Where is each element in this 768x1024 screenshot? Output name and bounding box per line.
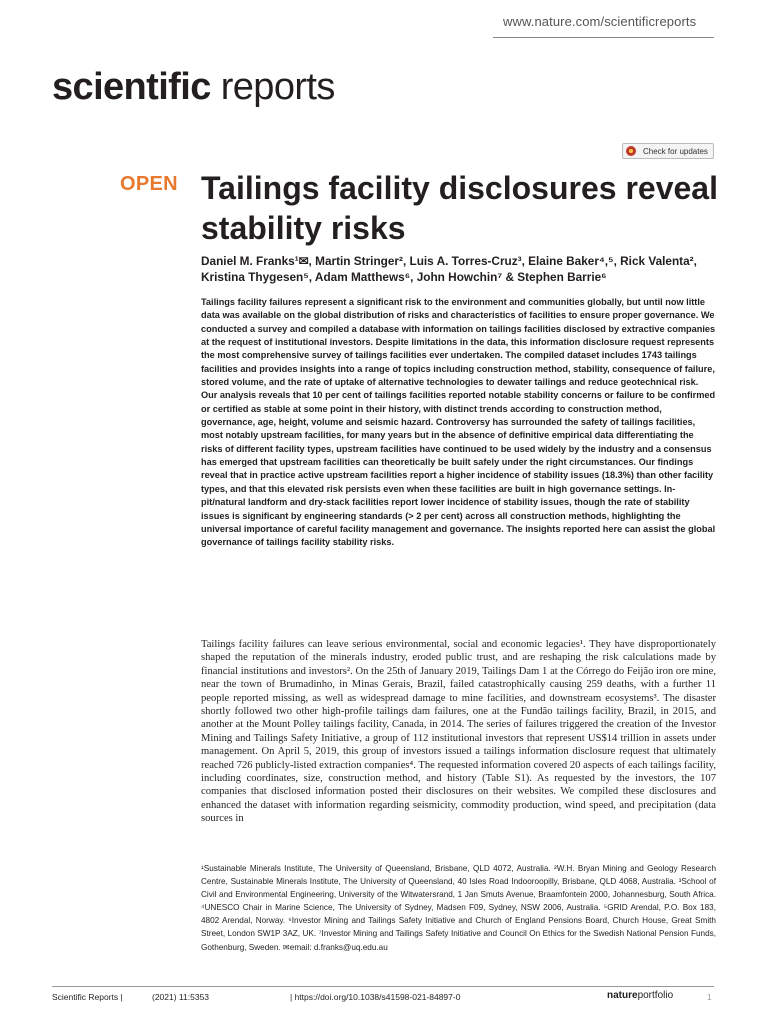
abstract: Tailings facility failures represent a significant risk to the environment and communities globally, but until now little data was available on the global distribution of risks and characteristics of facilities to ensure proper governance. We conducted a survey and compiled a database with information on tailings facilities disclosed by extractive companies at the request of institutional investors. Despite limitations in the data, this information disclosure request represents the most comprehensive survey of tailings facilities ever undertaken. The compiled dataset includes 1743 tailings facilities and provides insights into a range of topics including construction method, stability, consequence of failure, stored volume, and the rate of uptake of alternative technologies to dewater tailings and reduce geotechnical risk. Our analysis reveals that 10 per cent of tailings facilities reported notable stability concerns or failure to be confirmed or certified as stable at some point in their history, with distinct trends according to construction method, governance, age, height, volume and seismic hazard. Controversy has surrounded the safety of tailings facilities, most notably upstream facilities, for many years but in the absence of definitive empirical data differentiating the risks of different facility types, upstream facilities have continued to be used widely by the industry and a consensus has emerged that upstream facilities can theoretically be built safely under the right circumstances. Our findings reveal that in practice active upstream facilities report a higher incidence of stability issues (18.3%) than other facility types, and that this elevated risk persists even when these facilities are built in high governance settings. In-pit/natural landform and dry-stack facilities report lower incidence of stability issues, though the rate of stability issues is significant by engineering standards (> 2 per cent) across all construction methods, highlighting the universal importance of careful facility management and governance. The insights reported here can assist the global governance of tailings facility stability risks.: [201, 297, 716, 548]
logo-scientific: scientific: [52, 66, 211, 108]
footer-citation: (2021) 11:5353: [152, 992, 210, 1002]
publisher-portfolio: portfolio: [637, 990, 674, 1001]
page-number: 1: [707, 992, 712, 1002]
footer-doi-link[interactable]: | https://doi.org/10.1038/s41598-021-84897-0: [290, 992, 461, 1002]
crossmark-icon: [626, 146, 636, 156]
body-text: Tailings facility failures can leave serious environmental, social and economic legacies¹. They have disproportionately shaped the reputation of the minerals industry, eroded public trust, and are reshaping the risk calculations made by financial institutions and investors². On the 25th of January 2019, Tailings Dam 1 at the Córrego do Feijão iron ore mine, near the town of Brumadinho, in Minas Gerais, Brazil, failed catastrophically causing 259 deaths, with a further 11 people reported missing, as well as widespread damage to mine facilities, and downstream ecosystems³. The disaster shortly followed two other high-profile tailings dam failures, one at the Fundão tailings facility, Brazil, in 2015, and another at the Mount Polley tailings facility, Canada, in 2014. The series of failures triggered the creation of the Investor Mining and Tailings Safety Initiative, a group of 112 institutional investors that represent US$14 trillion in assets under management. On April 5, 2019, this group of investors issued a tailings information disclosure request that ultimately reached 726 publicly-listed extraction companies⁴. The requested information covered 20 aspects of each tailings facility, including coordinates, size, construction method, and history (Table S1). As requested by the investors, the 107 companies that disclosed information posted their disclosures on their websites. We compiled these disclosures and enhanced the dataset with information regarding seismicity, commodity production, wind speed, and precipitation (data sources in: [201, 639, 716, 825]
affiliations: ¹Sustainable Minerals Institute, The University of Queensland, Brisbane, QLD 4072, Australia. ²W.H. Bryan Mining and Geology Research Centre, Sustainable Minerals Institute, The University of Queensland, 40 Isles Road Indooroopilly, Brisbane, QLD 4068, Australia. ³School of Civil and Environmental Engineering, University of the Witwatersrand, 1 Jan Smuts Avenue, Braamfontein 2000, Johannesburg, South Africa. ⁴UNESCO Chair in Marine Science, The University of Sydney, Madsen F09, Sydney, NSW 2006, Australia. ⁵GRID Arendal, P.O. Box 183, 4802 Arendal, Norway. ⁶Investor Mining and Tailings Safety Initiative and Church of England Pensions Board, Church House, Great Smith Street, London SW1P 3AZ, UK. ⁷Investor Mining and Tailings Safety Initiative and Council On Ethics for the Swedish National Pension Funds, Gothenburg, Sweden. ✉email: d.franks@uq.edu.au: [201, 864, 716, 952]
author-list: Daniel M. Franks¹✉, Martin Stringer², Luis A. Torres-Cruz³, Elaine Baker⁴,⁵, Rick Valenta², Kristina Thygesen⁵, Adam Matthews⁶, John Howchin⁷ & Stephen Barrie⁶: [201, 254, 697, 284]
article-title: Tailings facility disclosures reveal stability risks: [201, 170, 718, 246]
publisher-logo: [607, 990, 673, 1001]
logo-reports: reports: [210, 66, 335, 108]
header-divider: [493, 37, 714, 38]
footer-divider: [52, 986, 714, 987]
check-for-updates-button[interactable]: [622, 143, 714, 159]
publisher-nature: nature: [607, 990, 638, 1001]
check-updates-label: Check for updates: [643, 146, 708, 156]
footer-journal: Scientific Reports |: [52, 992, 123, 1002]
journal-url[interactable]: www.nature.com/scientificreports: [503, 14, 697, 29]
open-access-label: OPEN: [120, 173, 178, 195]
journal-logo: [52, 66, 335, 109]
